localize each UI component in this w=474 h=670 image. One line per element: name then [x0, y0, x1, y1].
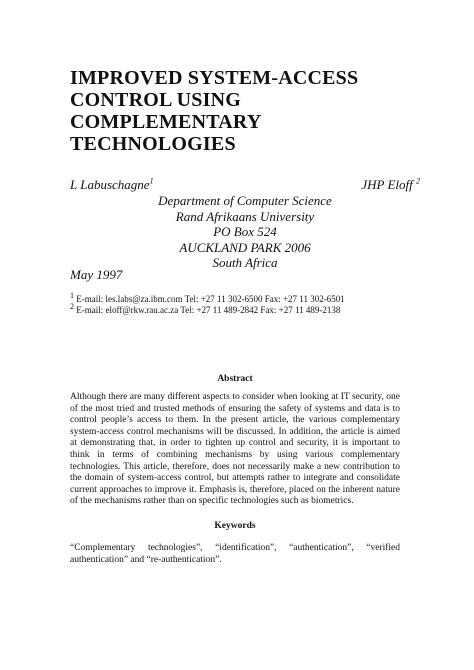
title-line: COMPLEMENTARY: [70, 111, 262, 133]
contact-text: E-mail: eloff@rkw.rau.ac.za Tel: +27 11 489-2842 Fax: +27 11 489-2138: [76, 305, 341, 315]
title-line: IMPROVED SYSTEM-ACCESS: [70, 67, 359, 89]
contact-footnote-mark: 1: [70, 291, 74, 300]
affiliation-line: PO Box 524: [213, 224, 277, 239]
author-right: [361, 177, 420, 193]
paper-title: [70, 67, 410, 155]
affiliation-line: AUCKLAND PARK 2006: [179, 239, 311, 255]
affiliation-line: South Africa: [212, 255, 278, 270]
affiliation-block: [130, 193, 360, 271]
abstract-body: Although there are many different aspects to consider when looking at IT security, one of the most tried and trusted methods of ensuring the safety of systems and data is to control people’s access to them. In the present article, the various complementary system-access control mechanisms will be discussed. In addition, the article is aimed at demonstrating that, in order to tighten up control and security, it is important to think in terms of combining mechanisms by using various complementary technologies. This article, therefore, does not necessarily make a new contribution to the domain of system-access control, but attempts rather to integrate and consolidate current approaches to improve it. Emphasis is, therefore, placed on the inherent nature of the mechanisms rather than on specific technologies such as biometrics.: [70, 392, 400, 507]
keywords-heading: Keywords: [214, 521, 256, 531]
author-left-footnote-mark: 1: [149, 176, 154, 186]
contact-row: [70, 302, 420, 316]
contact-footnotes: [70, 291, 420, 316]
publication-date: May 1997: [70, 267, 123, 282]
author-right-name: JHP Eloff: [361, 177, 413, 192]
affiliation-line: Rand Afrikaans University: [175, 208, 315, 224]
contact-row: [70, 291, 420, 305]
contact-footnote-mark: 2: [70, 302, 74, 311]
author-right-footnote-mark: 2: [416, 176, 420, 186]
title-line: CONTROL USING: [70, 89, 241, 111]
contact-text: E-mail: les.labs@za.ibm.com Tel: +27 11 302-6500 Fax: +27 11 302-6501: [76, 294, 345, 304]
abstract-heading: Abstract: [217, 374, 253, 384]
affiliation-line: Department of Computer Science: [158, 193, 332, 208]
keywords-body: “Complementary technologies”, “identification”, “authentication”, “verified authentication” and “re-authentication”.: [70, 543, 400, 565]
author-left-name: L Labuschagne: [70, 177, 150, 192]
author-left: [70, 177, 154, 193]
title-line: TECHNOLOGIES: [70, 133, 236, 155]
